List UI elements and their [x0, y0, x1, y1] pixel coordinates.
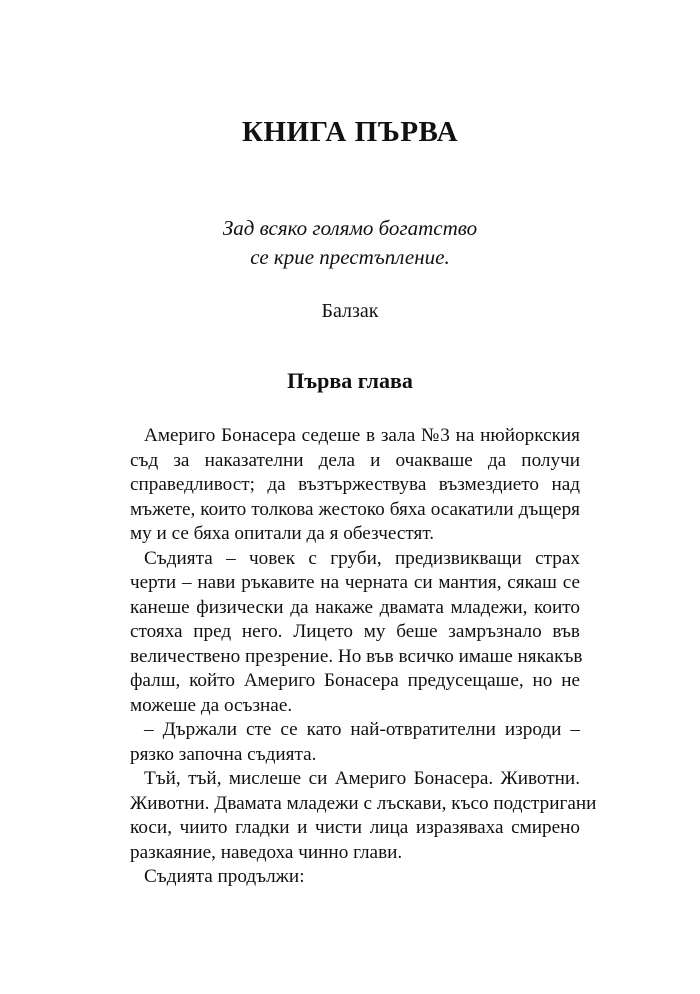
epigraph-author: Балзак	[321, 300, 379, 322]
text-line: съд за наказателни дела и очакваше да получи	[130, 449, 580, 471]
text-line: канеше физически да накаже двамата младежи, които	[130, 596, 580, 618]
text-line: можеше да осъзнае.	[130, 694, 293, 716]
paragraph	[130, 718, 580, 767]
paragraph	[130, 865, 580, 890]
book-title: КНИГА ПЪРВА	[241, 116, 459, 148]
paragraph	[130, 424, 580, 547]
epigraph-line: се крие престъпление.	[250, 245, 450, 269]
text-line: разкаяние, наведоха чинно глави.	[130, 841, 403, 863]
chapter-title: Първа глава	[287, 368, 413, 393]
text-line: справедливост; да възтържествува възмездието над	[130, 474, 580, 495]
chapter-body	[130, 424, 597, 890]
text-line: Съдията продължи:	[144, 866, 305, 887]
text-line: Тъй, тъй, мислеше си Америго Бонасера. Животни.	[144, 768, 580, 789]
text-line: Америго Бонасера седеше в зала №3 на нюйоркския	[144, 425, 580, 446]
text-line: Съдията – човек с груби, предизвикващи страх	[144, 547, 580, 569]
text-line: коси, чиито гладки и чисти лица изразяваха смирено	[130, 817, 580, 838]
text-line: величествено презрение. Но във всичко имаше някакъв	[130, 645, 583, 667]
text-line: Животни. Двамата младежи с лъскави, късо подстригани	[130, 792, 597, 814]
text-line: – Държали сте се като най-отвратителни изроди –	[144, 719, 580, 740]
text-line: стояха пред него. Лицето му беше замръзнало във	[130, 621, 580, 642]
text-line: му и се бяха опитали да я обезчестят.	[130, 523, 435, 544]
paragraph	[130, 547, 583, 719]
epigraph	[0, 214, 700, 272]
text-line: мъжете, които толкова жестоко бяха осакатили дъщеря	[130, 498, 580, 520]
text-line: черти – нави ръкавите на черната си мантия, сякаш се	[130, 572, 580, 593]
text-line: фалш, който Америго Бонасера предусещаше, но не	[130, 670, 580, 691]
text-line: рязко започна съдията.	[130, 743, 317, 765]
epigraph-line: Зад всяко голямо богатство	[222, 216, 478, 240]
paragraph	[130, 767, 597, 865]
